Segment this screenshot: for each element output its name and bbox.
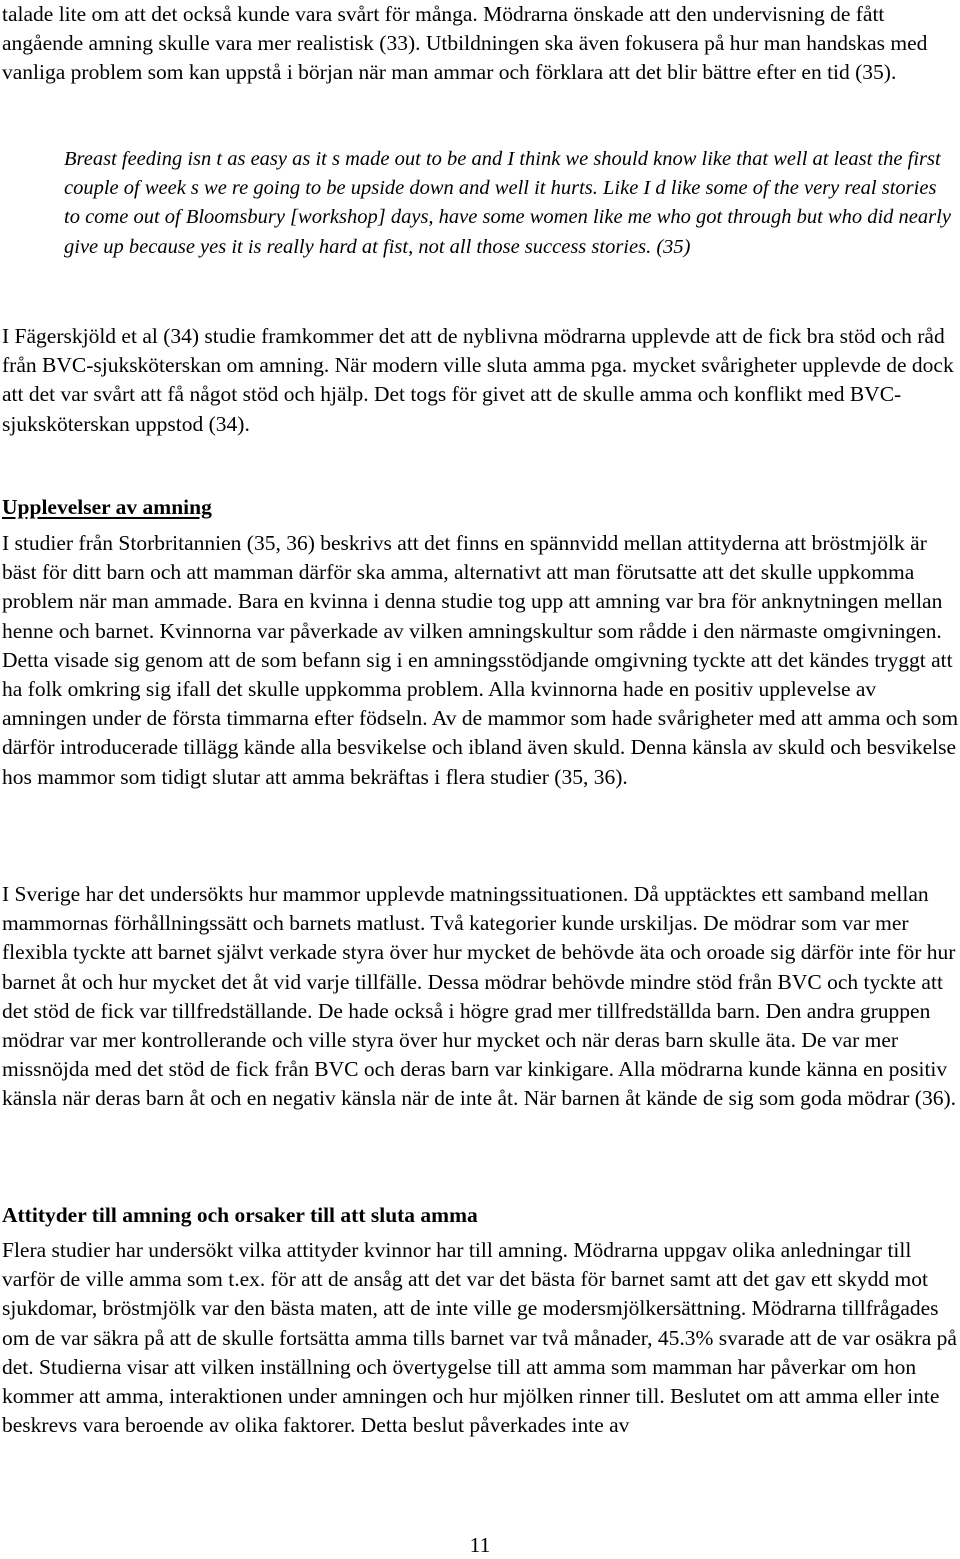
upplevelser-paragraph-1: I studier från Storbritannien (35, 36) beskrivs att det finns en spännvidd mellan attityderna att bröstmjölk är bäst för ditt barn och att mamman därför ska amma, alternativt att man förutsatte att det skulle uppkomma problem när man ammade. Bara en kvinna i denna studie tog upp att amning var bra för anknytningen mellan henne och barnet. Kvinnorna var påverkade av vilken amningskultur som rådde i den närmaste omgivningen. Detta visade sig genom att de som befann sig i en amningsstödjande omgivning tyckte att det kändes tryggt att ha folk omkring sig ifall det skulle uppkomma problem. Alla kvinnorna hade en positiv upplevelse av amningen under de första timmarna efter födseln. Av de mammor som hade svårigheter med att amma och som därför introducerade tillägg kände alla besvikelse och ibland även skuld. Denna känsla av skuld och besvikelse hos mammor som tidigt slutar att amma bekräftas i flera studier (35, 36).: [2, 531, 959, 789]
fagerskjold-paragraph: I Fägerskjöld et al (34) studie framkommer det att de nyblivna mödrarna upplevde att de fick bra stöd och råd från BVC-sjuksköterskan om amning. När modern ville sluta amma pga. mycket svårigheter upplevde de dock att det var svårt att få något stöd och hjälp. Det togs för givet att de skulle amma och konflikt med BVC- sjuksköterskan uppstod (34).: [2, 324, 954, 436]
section-heading-upplevelser: [2, 493, 212, 522]
intro-paragraph: talade lite om att det också kunde vara svårt för många. Mödrarna önskade att den undervisning de fått angående amning skulle vara mer realistisk (33). Utbildningen ska även fokusera på hur man handskas med vanliga problem som kan uppstå i början när man ammar och förklara att det blir bättre efter en tid (35).: [2, 2, 928, 85]
quote-text: Breast feeding isn t as easy as it s made out to be and I think we should know like that well at least the first couple of week s we re going to be upside down and well it hurts. Like I d like some of the very real stories to come out of Bloomsbury [workshop] days, have some women like me who got through but who did nearly give up because yes it is really hard at fist, not all those success stories: [64, 148, 951, 258]
attityder-paragraph-1: Flera studier har undersökt vilka attityder kvinnor har till amning. Mödrarna uppgav olika anledningar till varför de ville amma som t.ex. för att de ansåg att det var det bästa för barnet samt att det gav ett skydd mot sjukdomar, bröstmjölk var den bästa maten, att de inte ville ge modersmjölkersättning. Mödrarna tillfrågades om de var säkra på att de skulle fortsätta amma tills barnet var två månader, 45.3% svarade att de var osäkra på det. Studierna visar att vilken inställning och övertygelse till att amma som mamman har påverkar om hon kommer att amma, interaktionen under amningen och hur mjölken rinner till. Beslutet om att amma eller inte beskrevs vara beroende av olika faktorer. Detta beslut påverkades inte av: [2, 1238, 957, 1438]
block-quote: [64, 145, 956, 262]
upplevelser-paragraph-2: I Sverige har det undersökts hur mammor upplevde matningssituationen. Då upptäcktes ett samband mellan mammornas förhållningssätt och barnets matlust. Två kategorier kunde urskiljas. De mödrar som var mer flexibla tyckte att barnet självt verkade styra över hur mycket de behövde äta och oroade sig därför inte för hur barnet åt och hur mycket det åt vid varje tillfälle. Dessa mödrar behövde mindre stöd från BVC och tyckte att det stöd de fick var tillfredställande. De hade också i högre grad mer tillfredställda barn. Den andra gruppen mödrar var mer kontrollerande och ville styra över hur mycket och när deras barn skulle äta. De var mer missnöjda med det stöd de fick från BVC och deras barn var kinkigare. Alla mödrarna kunde känna en positiv känsla när deras barn åt och en negativ känsla när de inte åt. När barnen åt kände de sig som goda mödrar (36).: [2, 882, 956, 1111]
section-heading-attityder: [2, 1201, 478, 1230]
page-number: 11: [469, 1533, 491, 1557]
quote-citation: . (35): [646, 235, 691, 258]
section-heading-attityder-text: Attityder till amning och orsaker till att sluta amma: [2, 1203, 478, 1227]
section-heading-upplevelser-text: Upplevelser av amning: [2, 495, 212, 519]
